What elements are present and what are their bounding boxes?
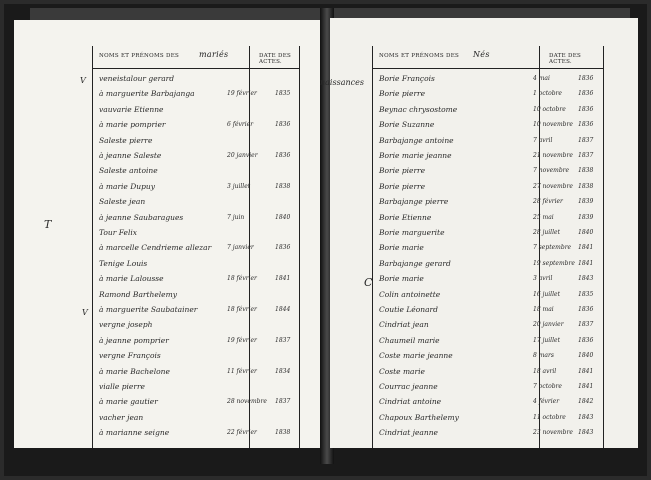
left-table-header (93, 46, 299, 69)
entry-year: 1841 (578, 244, 594, 252)
entry-year: 1838 (275, 182, 291, 190)
entry-name: Saleste antoine (99, 166, 158, 176)
entry-name: vacher jean (99, 412, 144, 422)
entry-date: 18 mai (533, 306, 554, 313)
entry-year: 1836 (275, 121, 291, 129)
entry-name: Cindriat antoine (379, 397, 442, 407)
entry-name: à marguerite Saubatainer (99, 305, 198, 314)
entry-name: Borie Etienne (379, 212, 432, 222)
entry-name: à marie gautier (99, 397, 158, 407)
entry-date: 7 novembre (533, 167, 570, 175)
entry-year: 1840 (275, 213, 291, 221)
entry-date: 4 mai (533, 75, 550, 82)
entry-name: Ramond Barthelemy (99, 289, 177, 299)
entry-name: Borie pierre (379, 181, 426, 191)
margin-letter: T (44, 218, 52, 231)
margin-letter: V (80, 76, 86, 85)
entry-name: Tour Felix (99, 228, 137, 237)
entry-name: à jeanne pomprier (99, 335, 169, 345)
margin-letter-c: C (364, 276, 373, 289)
entry-year: 1836 (275, 244, 291, 252)
entry-date: 7 juin (227, 213, 245, 221)
entry-date: 23 novembre (533, 429, 573, 437)
entry-date: 17 juillet (533, 336, 560, 344)
entry-date: 7 octobre (533, 383, 562, 390)
entry-year: 1843 (578, 429, 594, 437)
entry-date: 18 février (227, 275, 257, 283)
entry-name: Borie marguerite (379, 228, 445, 237)
entry-date: 10 octobre (533, 105, 566, 113)
entry-date: 7 avril (533, 136, 553, 144)
entry-name: à marguerite Barbajanga (99, 89, 195, 99)
entry-name: vergne François (99, 351, 161, 361)
entry-name: Tenige Louis (99, 258, 148, 268)
entry-date: 10 novembre (533, 121, 573, 129)
entry-year: 1835 (275, 90, 291, 98)
entry-name: Saleste jean (99, 197, 146, 207)
entry-year: 1836 (578, 121, 594, 129)
entry-year: 1837 (578, 152, 594, 159)
names-column-header: NOMS ET PRÉNOMS DES (99, 53, 180, 59)
entry-date: 7 janvier (227, 244, 254, 252)
entry-date: 4 février (533, 398, 560, 406)
entry-year: 1842 (578, 398, 594, 406)
entry-name: à marie Dupuy (99, 181, 155, 191)
entry-year: 1843 (578, 275, 594, 283)
right-page (320, 18, 638, 448)
entry-year: 1841 (275, 275, 291, 283)
right-table-header (373, 46, 603, 69)
entry-name: à marie Lalousse (99, 274, 164, 284)
entry-date: 8 mars (533, 352, 554, 360)
entry-date: 3 juillet (227, 182, 251, 190)
entry-date: 1 octobre (533, 90, 562, 98)
names-column-handwritten: mariés (199, 50, 229, 59)
entry-name: Barbajange gerard (379, 258, 451, 268)
entry-date: 27 novembre (533, 182, 573, 190)
entry-year: 1841 (578, 367, 594, 375)
dates-column-header: DATE DES ACTES. (549, 53, 582, 65)
entry-date: 20 janvier (227, 152, 258, 159)
entry-name: Saleste pierre (99, 135, 153, 145)
entry-name: Borie marie (379, 274, 424, 284)
entry-year: 1834 (275, 367, 291, 375)
entry-date: 21 novembre (533, 152, 573, 159)
entry-name: Coutie Léonard (379, 305, 438, 314)
entry-year: 1843 (578, 413, 594, 421)
entry-name: Cindriat jean (379, 320, 429, 330)
entry-date: 19 février (227, 90, 257, 98)
entry-year: 1838 (578, 182, 594, 190)
entry-year: 1837 (275, 336, 291, 344)
left-register-table (92, 46, 300, 448)
entry-name: vialle pierre (99, 382, 145, 391)
entry-date: 7 septembre (533, 244, 572, 252)
entry-name: Courrac jeanne (379, 382, 438, 391)
entry-date: 18 avril (533, 367, 557, 375)
entry-date: 25 mai (533, 213, 554, 221)
entry-year: 1840 (578, 229, 594, 236)
entry-year: 1841 (578, 383, 594, 390)
entry-name: à marianne seigne (99, 428, 170, 438)
entry-date: 28 novembre (227, 398, 267, 406)
entry-year: 1836 (578, 306, 594, 313)
entry-name: Borie Suzanne (379, 120, 435, 130)
entry-name: Borie pierre (379, 89, 426, 99)
entry-name: Chaumeil marie (379, 335, 440, 345)
table-row (373, 424, 603, 444)
entry-name: Borie marie (379, 243, 424, 253)
entry-year: 1836 (578, 75, 594, 82)
entry-year: 1835 (578, 290, 594, 298)
entry-name: Beynac chrysostome (379, 104, 458, 114)
entry-date: 19 septembre (533, 259, 575, 267)
entry-year: 1838 (275, 429, 291, 437)
entry-name: à marie pomprier (99, 120, 166, 130)
entry-date: 19 février (227, 336, 257, 344)
entry-year: 1836 (275, 152, 291, 159)
entry-name: Coste marie jeanne (379, 351, 453, 361)
entry-year: 1837 (578, 321, 594, 329)
entry-date: 18 février (227, 306, 257, 313)
entry-year: 1838 (578, 167, 594, 175)
entry-date: 11 octobre (533, 413, 566, 421)
entry-name: vauvarie Etienne (99, 104, 164, 114)
entry-name: Borie pierre (379, 166, 426, 176)
entry-date: 11 février (227, 367, 257, 375)
entry-name: à marie Bachelone (99, 366, 170, 376)
entry-year: 1839 (578, 198, 594, 206)
dates-column-header: DATE DES ACTES. (259, 53, 292, 65)
entry-name: Borie François (379, 74, 435, 83)
entry-year: 1844 (275, 306, 291, 313)
entry-name: Barbajange antoine (379, 135, 454, 145)
entry-year: 1836 (578, 90, 594, 98)
entry-name: vergne joseph (99, 320, 153, 330)
entry-name: Colin antoinette (379, 289, 441, 299)
entry-name: Chapoux Barthelemy (379, 412, 459, 422)
names-column-header: NOMS ET PRÉNOMS DES (379, 53, 460, 59)
names-column-handwritten: Nés (473, 50, 490, 59)
entry-name: Borie marie jeanne (379, 151, 452, 160)
entry-year: 1836 (578, 336, 594, 344)
margin-letter: V (82, 308, 88, 317)
right-register-table (372, 46, 604, 448)
entry-name: Barbajange pierre (379, 197, 449, 207)
entry-date: 22 février (227, 429, 257, 437)
entry-year: 1837 (578, 136, 594, 144)
entry-date: 16 juillet (533, 290, 560, 298)
entry-date: 6 février (227, 121, 254, 129)
entry-date: 20 janvier (533, 321, 564, 329)
entry-name: à jeanne Saubaragues (99, 212, 184, 222)
entry-date: 28 février (533, 198, 563, 206)
entry-name: veneistalour gerard (99, 74, 175, 83)
entry-name: Coste marie (379, 366, 425, 376)
entry-year: 1839 (578, 213, 594, 221)
table-row (93, 424, 299, 444)
entry-date: 28 juillet (533, 229, 560, 236)
entry-year: 1841 (578, 259, 594, 267)
entry-name: à jeanne Saleste (99, 151, 162, 160)
entry-name: Cindriat jeanne (379, 428, 438, 438)
entry-date: 3 avril (533, 275, 553, 283)
left-page (14, 20, 322, 448)
entry-name: à marcelle Cendrieme allezar (99, 243, 212, 253)
entry-year: 1840 (578, 352, 594, 360)
margin-label-naissances: naissances (320, 78, 364, 87)
entry-year: 1837 (275, 398, 291, 406)
entry-year: 1836 (578, 105, 594, 113)
